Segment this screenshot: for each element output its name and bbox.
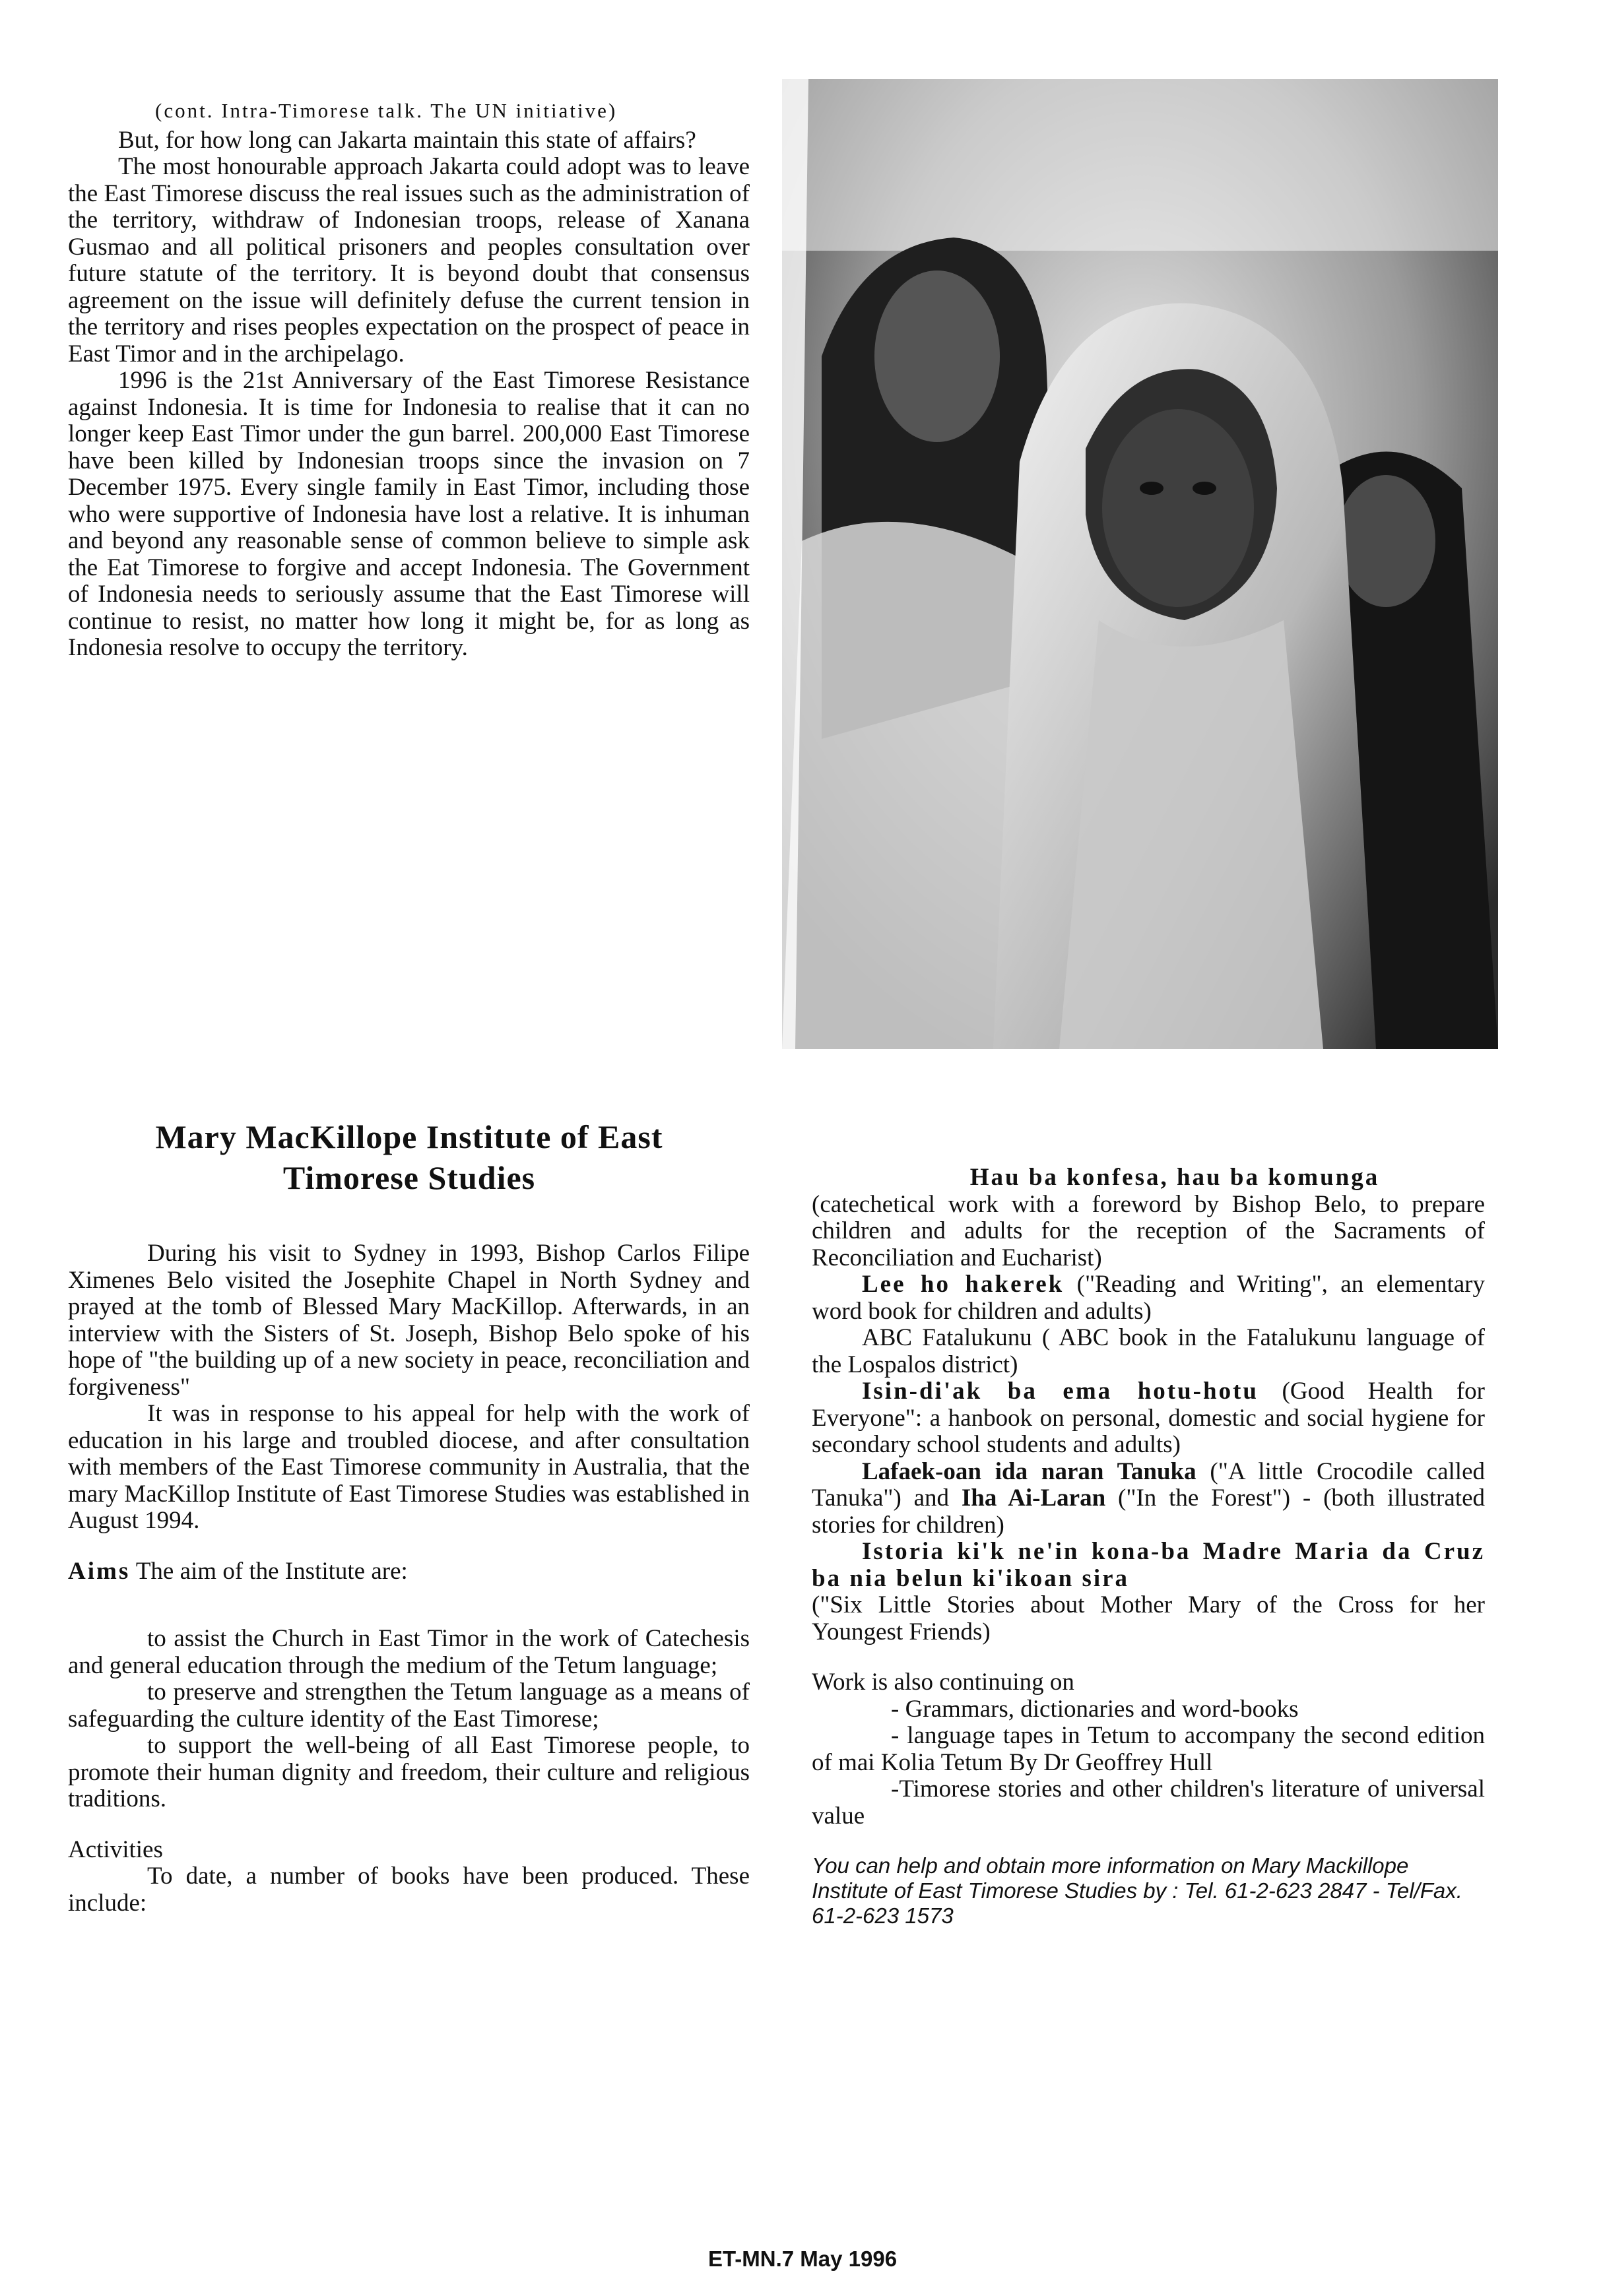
continuation-line: (cont. Intra-Timorese talk. The UN initiative): [155, 99, 618, 122]
bottom-left-column: [68, 1240, 750, 1917]
article-heading: [92, 1116, 726, 1198]
contact-info: You can help and obtain more information on Mary Mackillope Institute of East Timorese Studies by : Tel. 61-2-623 2847 - Tel/Fax. 61-2-623 1573: [812, 1853, 1462, 1928]
paragraph: But, for how long can Jakarta maintain this state of affairs?: [118, 126, 696, 154]
book-entry: Isin-di'ak ba ema hotu-hotu (Good Health for Everyone": a hanbook on personal, domestic and social hygiene for secondary school students and adults): [812, 1378, 1485, 1458]
aims-paragraph: [68, 1558, 750, 1585]
aims-label: Aims: [68, 1557, 131, 1585]
book-entry: Lafaek-oan ida naran Tanuka ("A little Crocodile called Tanuka") and Iha Ai-Laran ("In the Forest") - (both illustrated stories for children): [812, 1457, 1485, 1539]
book-title: Lafaek-oan ida naran Tanuka: [862, 1457, 1196, 1485]
book-entry: [812, 1539, 1485, 1592]
book-desc: (catechetical work with a foreword by Bishop Belo, to prepare children and adults for the reception of the Sacraments of Reconciliation and Eucharist): [812, 1190, 1485, 1271]
heading-line: Timorese Studies: [282, 1159, 536, 1196]
photo-image: [782, 79, 1498, 1049]
book-title: Istoria ki'k ne'in kona-ba Madre Maria da Cruz ba nia belun ki'ikoan sira: [812, 1538, 1485, 1592]
book-title: Lee ho hakerek: [862, 1271, 1065, 1298]
heading-line: Mary MacKillope Institute of East: [155, 1118, 663, 1155]
work-item: - language tapes in Tetum to accompany the second edition of mai Kolia Tetum By Dr Geoffrey Hull: [812, 1722, 1485, 1776]
footer: ET-MN.7 May 1996: [707, 2247, 898, 2271]
paragraph: To date, a number of books have been produced. These include:: [68, 1863, 750, 1917]
paragraph: The most honourable approach Jakarta could adopt was to leave the East Timorese discuss the real issues such as the administration of the territory, withdraw of Indonesian troops, release of Xanana Gusmao and all political prisoners and peoples consultation over future statute of the territory. It is beyond doubt that consensus agreement on the issue will definitely defuse the current tension in the territory and rises peoples expectation on the prospect of peace in East Timor and in the archipelago.: [68, 153, 750, 367]
book-desc: ("Six Little Stories about Mother Mary of the Cross for her Youngest Friends): [812, 1591, 1485, 1645]
aim-item: to preserve and strengthen the Tetum language as a means of safeguarding the culture identity of the East Timorese;: [68, 1678, 750, 1733]
right-column: [812, 1164, 1485, 1929]
activities-label: Activities: [68, 1835, 163, 1863]
aim-item: to assist the Church in East Timor in the work of Catechesis and general education through the medium of the Tetum language;: [68, 1625, 750, 1679]
aim-item: to support the well-being of all East Timorese people, to promote their human dignity and freedom, their culture and religious traditions.: [68, 1732, 750, 1812]
work-item: - Grammars, dictionaries and word-books: [891, 1695, 1299, 1723]
aims-text: The aim of the Institute are:: [130, 1557, 408, 1585]
work-item: -Timorese stories and other children's literature of universal value: [812, 1775, 1485, 1830]
paragraph: 1996 is the 21st Anniversary of the East Timorese Resistance against Indonesia. It is time for Indonesia to realise that it can no longer keep East Timor under the gun barrel. 200,000 East Timorese have been killed by Indonesian troops since the invasion on 7 December 1975. Every single family in East Timor, including those who were supportive of Indonesia have lost a relative. It is inhuman and beyond any reasonable sense of common believe to simple ask the Eat Timorese to forgive and accept Indonesia. The Government of Indonesia needs to seriously assume that the East Timorese will continue to resist, no matter how long it might be, for as long as Indonesia resolve to occupy the territory.: [68, 367, 750, 661]
book-entry: ABC Fatalukunu ( ABC book in the Fatalukunu language of the Lospalos district): [812, 1324, 1485, 1378]
book-title: Isin-di'ak ba ema hotu-hotu: [862, 1378, 1259, 1405]
book-entry: Lee ho hakerek ("Reading and Writing", an elementary word book for children and adults): [812, 1271, 1485, 1325]
top-left-column: [68, 98, 750, 662]
book-title: Iha Ai-Laran: [961, 1484, 1106, 1512]
paragraph: During his visit to Sydney in 1993, Bishop Carlos Filipe Ximenes Belo visited the Josephite Chapel in North Sydney and prayed at the tomb of Blessed Mary MacKillop. Afterwards, in an interview with the Sisters of St. Joseph, Bishop Belo spoke of his hope of "the building up of a new society in peace, reconciliation and forgiveness": [68, 1240, 750, 1401]
work-intro: Work is also continuing on: [812, 1669, 1074, 1696]
book-title: Hau ba konfesa, hau ba komunga: [969, 1164, 1380, 1191]
paragraph: It was in response to his appeal for help with the work of education in his large and troubled diocese, and after consultation with members of the East Timorese community in Australia, that the mary MacKillop Institute of East Timorese Studies was established in August 1994.: [68, 1400, 750, 1534]
photo-women: [782, 79, 1498, 1049]
